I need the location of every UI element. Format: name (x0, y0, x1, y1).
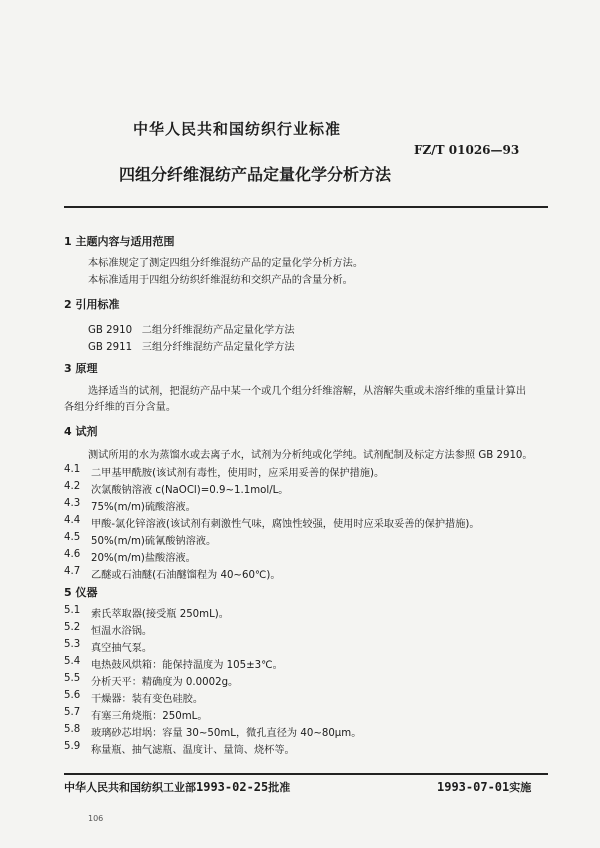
principle-line-1: 选择适当的试剂，把混纺产品中某一个或几个组分纤维溶解，从溶解失重或未溶纤维的重量计算出 (88, 386, 527, 397)
apparatus-text: 有塞三角烧瓶：250mL。 (91, 711, 208, 722)
reagent-text: 75%(m/m)硫酸溶液。 (91, 502, 196, 513)
apparatus-number: 5.2 (64, 622, 81, 633)
apparatus-number: 5.4 (64, 656, 81, 667)
reagent-text: 甲酸-氯化锌溶液(该试剂有刺激性气味，腐蚀性较强，使用时应采取妥善的保护措施)。 (91, 519, 480, 530)
reference-gb2911: GB 2911 三组分纤维混纺产品定量化学方法 (88, 342, 295, 353)
apparatus-text: 称量瓶、抽气滤瓶、温度计、量筒、烧杯等。 (91, 745, 295, 756)
implementation-date: 1993-07-01 (437, 780, 510, 794)
section-3-heading: 3 原理 (64, 362, 98, 375)
reagent-number: 4.7 (64, 566, 81, 577)
issuing-authority: 中华人民共和国纺织行业标准 (133, 120, 342, 138)
section-1-paragraph-2: 本标准适用于四组分纺织纤维混纺和交织产品的含量分析。 (88, 275, 353, 286)
standard-code: FZ/T 01026—93 (414, 143, 520, 157)
apparatus-text: 恒温水浴锅。 (91, 626, 153, 637)
apparatus-number: 5.5 (64, 673, 81, 684)
reagent-text: 20%(m/m)盐酸溶液。 (91, 553, 196, 564)
approval-line (64, 779, 290, 795)
reference-gb2910: GB 2910 二组分纤维混纺产品定量化学方法 (88, 325, 295, 336)
apparatus-number: 5.9 (64, 741, 81, 752)
footer-divider (64, 773, 548, 775)
reagent-number: 4.5 (64, 532, 81, 543)
apparatus-text: 索氏萃取器(接受瓶 250mL)。 (91, 609, 229, 620)
section-5-heading: 5 仪器 (64, 586, 98, 599)
reagents-intro: 测试所用的水为蒸馏水或去离子水，试剂为分析纯或化学纯。试剂配制及标定方法参照 GB 2910。 (88, 450, 533, 461)
reagent-number: 4.1 (64, 464, 81, 475)
document-title: 四组分纤维混纺产品定量化学分析方法 (119, 165, 392, 184)
reagent-text: 次氯酸钠溶液 c(NaOCl)=0.9~1.1mol/L。 (91, 485, 289, 496)
approval-date: 1993-02-25 (196, 780, 269, 794)
page-number: 106 (88, 814, 104, 823)
apparatus-number: 5.1 (64, 605, 81, 616)
apparatus-number: 5.7 (64, 707, 81, 718)
apparatus-text: 玻璃砂芯坩埚：容量 30~50mL，微孔直径为 40~80μm。 (91, 728, 362, 739)
implementation-line (437, 779, 531, 795)
reagent-number: 4.6 (64, 549, 81, 560)
reagent-number: 4.3 (64, 498, 81, 509)
apparatus-number: 5.3 (64, 639, 81, 650)
apparatus-number: 5.8 (64, 724, 81, 735)
reagent-text: 二甲基甲酰胺(该试剂有毒性，使用时，应采用妥善的保护措施)。 (91, 468, 385, 479)
section-4-heading: 4 试剂 (64, 425, 98, 438)
reagent-number: 4.4 (64, 515, 81, 526)
apparatus-text: 电热鼓风烘箱：能保持温度为 105±3℃。 (91, 660, 283, 671)
approving-authority: 中华人民共和国纺织工业部 (64, 781, 196, 794)
section-1-heading: 1 主题内容与适用范围 (64, 235, 175, 248)
reagent-number: 4.2 (64, 481, 81, 492)
apparatus-text: 分析天平：精确度为 0.0002g。 (91, 677, 239, 688)
approval-suffix: 批准 (268, 781, 291, 794)
apparatus-text: 干燥器：装有变色硅胶。 (91, 694, 204, 705)
header-divider (64, 206, 548, 208)
principle-line-2: 各组分纤维的百分含量。 (64, 402, 177, 413)
apparatus-text: 真空抽气泵。 (91, 643, 153, 654)
reagent-text: 乙醚或石油醚(石油醚馏程为 40~60℃)。 (91, 570, 281, 581)
section-2-heading: 2 引用标准 (64, 298, 120, 311)
reagent-text: 50%(m/m)硫氰酸钠溶液。 (91, 536, 217, 547)
section-1-paragraph-1: 本标准规定了测定四组分纤维混纺产品的定量化学分析方法。 (88, 258, 364, 269)
implementation-suffix: 实施 (509, 781, 532, 794)
apparatus-number: 5.6 (64, 690, 81, 701)
